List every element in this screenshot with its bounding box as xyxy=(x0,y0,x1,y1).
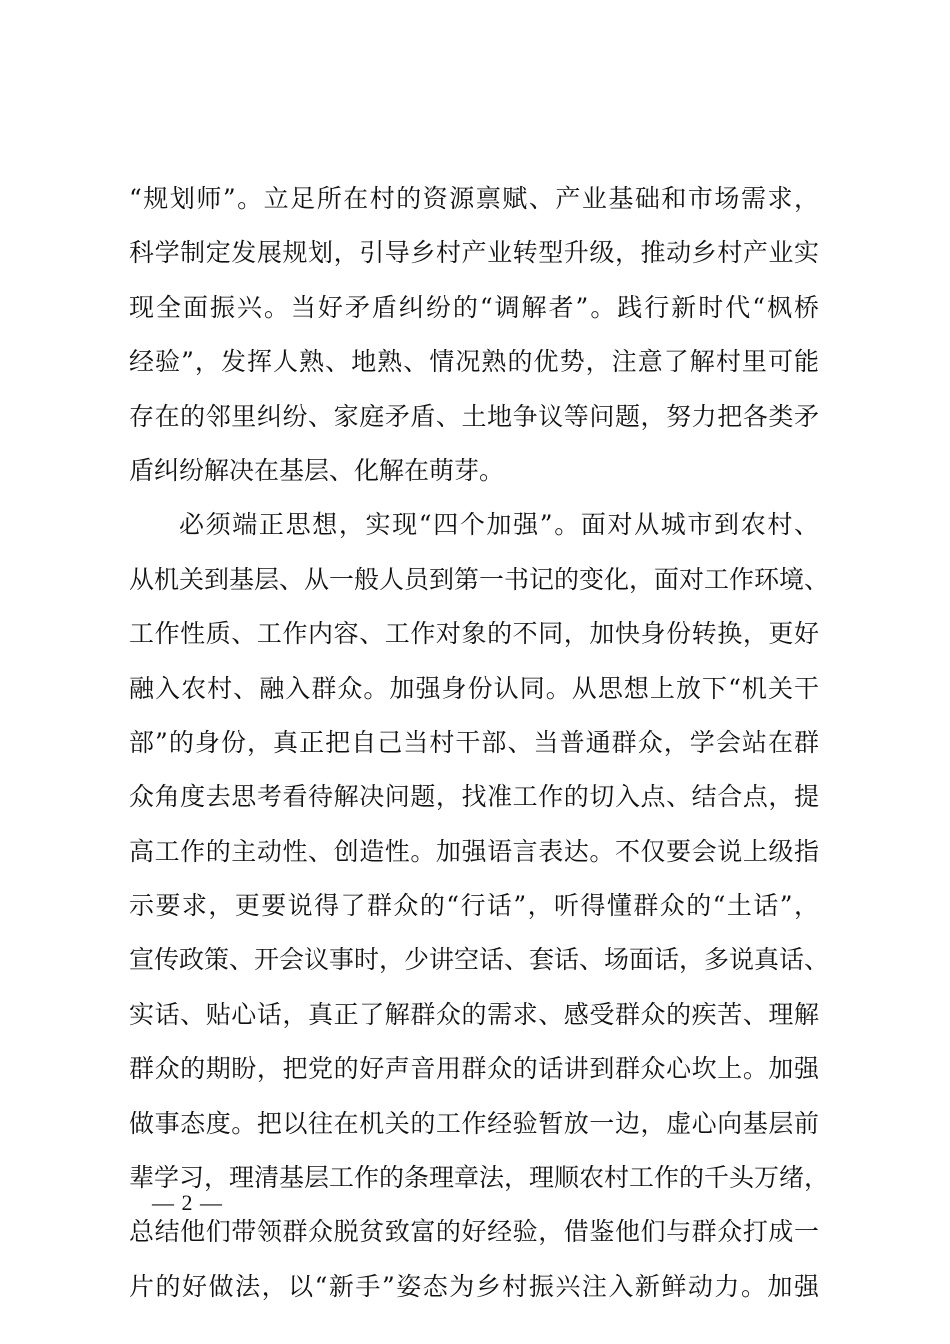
paragraph-1-line-4: 经验”，发挥人熟、地熟、情况熟的优势，注意了解村里可能 xyxy=(129,347,819,377)
paragraph-1-line-3: 现全面振兴。当好矛盾纠纷的“调解者”。践行新时代“枫桥 xyxy=(129,292,819,322)
paragraph-2-line-12: 做事态度。把以往在机关的工作经验暂放一边，虚心向基层前 xyxy=(129,1108,819,1138)
paragraph-2-line-2: 从机关到基层、从一般人员到第一书记的变化，面对工作环境、 xyxy=(129,564,830,594)
paragraph-1-line-1: “规划师”。立足所在村的资源禀赋、产业基础和市场需求， xyxy=(129,184,819,213)
paragraph-2-line-13: 辈学习，理清基层工作的条理章法，理顺农村工作的千头万绪， xyxy=(129,1163,830,1193)
paragraph-2-line-10: 实话、贴心话，真正了解群众的需求、感受群众的疾苦、理解 xyxy=(129,999,819,1029)
paragraph-2-line-11: 群众的期盼，把党的好声音用群众的话讲到群众心坎上。加强 xyxy=(129,1054,819,1084)
paragraph-1-line-2: 科学制定发展规划，引导乡村产业转型升级，推动乡村产业实 xyxy=(129,238,819,268)
body-text xyxy=(129,172,830,1314)
paragraph-2-line-8: 示要求，更要说得了群众的“行话”，听得懂群众的“土话”， xyxy=(129,891,819,921)
page-number: — 2 — xyxy=(152,1190,223,1215)
paragraph-2-line-9: 宣传政策、开会议事时，少讲空话、套话、场面话，多说真话、 xyxy=(129,945,830,975)
paragraph-1-line-5: 存在的邻里纠纷、家庭矛盾、土地争议等问题，努力把各类矛 xyxy=(129,401,819,431)
paragraph-2-line-15: 片的好做法，以“新手”姿态为乡村振兴注入新鲜动力。加强 xyxy=(129,1271,819,1301)
paragraph-2-line-4: 融入农村、融入群众。加强身份认同。从思想上放下“机关干 xyxy=(129,673,819,703)
paragraph-2-line-1: 必须端正思想，实现“四个加强”。面对从城市到农村、 xyxy=(179,510,819,540)
paragraph-2-line-5: 部”的身份，真正把自己当村干部、当普通群众，学会站在群 xyxy=(129,727,819,757)
paragraph-1-line-6: 盾纠纷解决在基层、化解在萌芽。 xyxy=(129,455,505,485)
paragraph-2-line-6: 众角度去思考看待解决问题，找准工作的切入点、结合点，提 xyxy=(129,782,819,812)
paragraph-2-line-14: 总结他们带领群众脱贫致富的好经验，借鉴他们与群众打成一 xyxy=(129,1217,819,1247)
paragraph-2-line-7: 高工作的主动性、创造性。加强语言表达。不仅要会说上级指 xyxy=(129,836,819,866)
paragraph-2-line-3: 工作性质、工作内容、工作对象的不同，加快身份转换，更好 xyxy=(129,619,819,649)
